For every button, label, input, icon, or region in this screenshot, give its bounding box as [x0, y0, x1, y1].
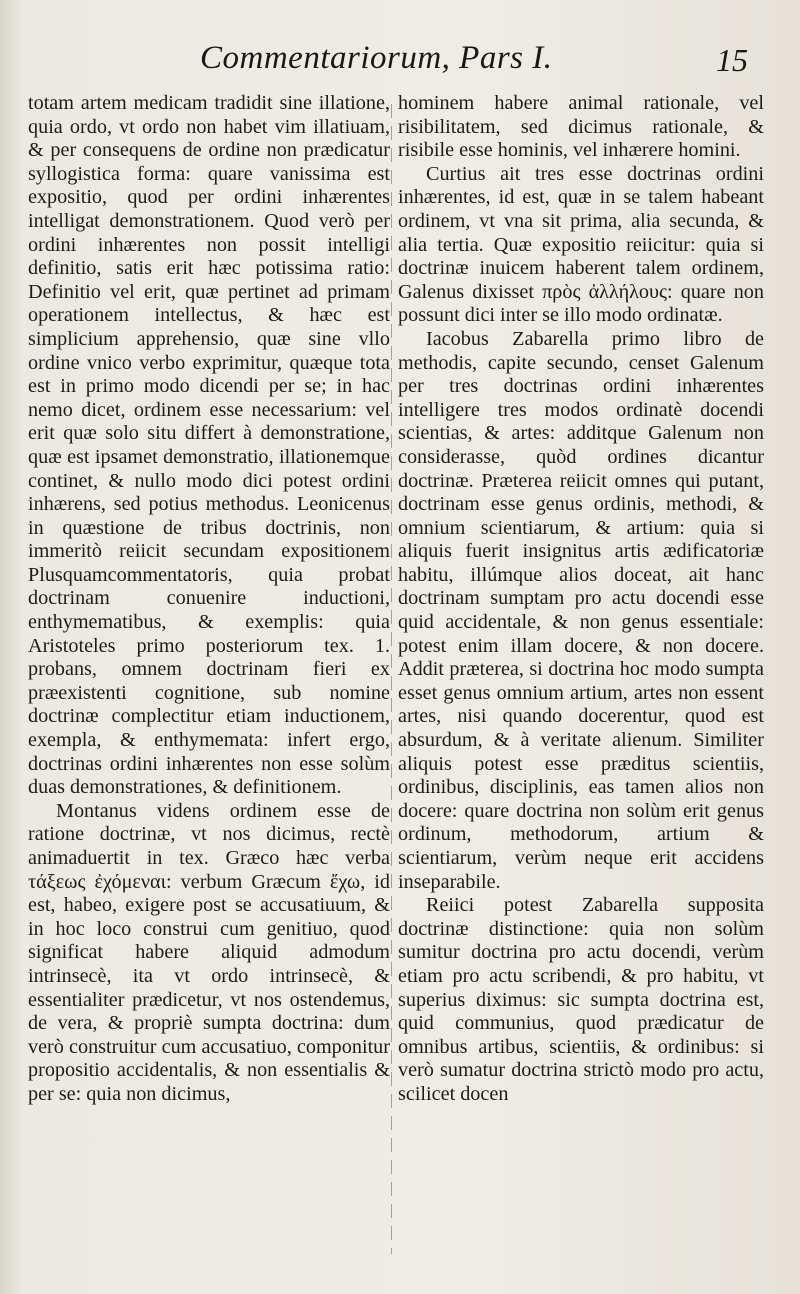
paragraph: Iacobus Zabarella primo libro de methodis, capite secundo, censet Galenum per tres doctrinas ordini inhærentes intelligere tres modos ordinatè docendi scientias, & artes: additque Galenum non considerasse, quòd ordines dicantur doctrinæ. Præterea reiicit omnes qui putant, doctrinam esse genus ordinis, methodi, & omnium scientiarum, & artium: quia si aliquis fuerit insignitus artis ædificatoriæ habitu, illúmque alios doceat, ait hanc doctrinam sumptam pro actu docendi esse quid accidentale, & non genus essentiale: potest enim illam docere, & non docere. Addit præterea, si doctrina hoc modo sumpta esset genus omnium artium, artes non essent artes, nisi quando docerentur, quod est absurdum, & à veritate alienum. Similiter aliquis potest esse præditus scientiis, ordinibus, disciplinis, eas tamen alios non docere: quare doctrina non solùm erit genus ordinum, methodorum, artium & scientiarum, verùm neque erit accidens inseparabile.	[398, 327, 764, 893]
paragraph: hominem habere animal rationale, vel risibilitatem, sed dicimus rationale, & risibile esse hominis, vel inhærere homini.	[398, 92, 764, 162]
running-title: Commentariorum, Pars I.	[200, 40, 553, 76]
paragraph: Reiici potest Zabarella supposita doctrinæ distinctione: quia non solùm sumitur doctrina pro actu docendi, verùm etiam pro actu scribendi, & pro habitu, vt superius diximus: sic sumpta doctrina est, quid communius, quod prædicatur de omnibus artibus, scientiis, & ordinibus: si verò sumatur doctrina strictò modo pro actu, scilicet docen	[398, 894, 764, 1105]
left-column	[28, 92, 390, 1107]
column-divider	[391, 104, 392, 1254]
paragraph: Montanus videns ordinem esse de ratione doctrinæ, vt nos dicimus, rectè animaduertit in tex. Græco hæc verba τάξεως ἐχόμεναι: verbum Græcum ἔχω, id est, habeo, exigere post se accusatiuum, & in hoc loco construi cum genitiuo, quod significat habere aliquid admodum intrinsecè, ita vt ordo intrinsecè, & essentialiter prædicetur, vt nos ostendemus, de vera, & propriè sumpta doctrina: dum verò construitur cum accusatiuo, componitur propositio accidentalis, & non essentialis & per se: quia non dicimus,	[28, 799, 390, 1105]
right-column	[398, 92, 764, 1107]
page-number: 15	[716, 42, 748, 78]
paragraph: totam artem medicam tradidit sine illatione, quia ordo, vt ordo non habet vim illatiuam, & per consequens de ordine non prædicatur syllogistica forma: quare vanissima est expositio, quod per ordini inhærentes intelligat demonstrationem. Quod verò per ordini inhærentes non possit intelligi definitio, satis erit hæc potissima ratio: Definitio vel erit, quæ pertinet ad primam operationem intellectus, & hæc est simplicium apprehensio, quæ sine vllo ordine vnico verbo exprimitur, quæque tota est in primo modo dicendi per se; in hac nemo dicet, ordinem esse necessarium: vel erit quæ solo situ differt à demonstratione, quæ est ipsamet demonstratio, illationemque continet, & nullo modo dici potest ordini inhærens, sed potius methodus. Leonicenus in quæstione de tribus doctrinis, non immeritò reiicit secundam expositionem Plusquamcommentatoris, quia probat doctrinam conuenire inductioni, enthymematibus, & exemplis: quia Aristoteles primo posteriorum tex. 1. probans, omnem doctrinam fieri ex præexistenti cognitione, sub nomine doctrinæ complectitur etiam inductionem, exempla, & enthymemata: infert ergo, doctrinas ordini inhærentes non esse solùm duas demonstrationes, & definitionem.	[28, 92, 390, 799]
paragraph: Curtius ait tres esse doctrinas ordini inhærentes, id est, quæ in se talem habeant ordinem, vt vna sit prima, alia secunda, & alia tertia. Quæ expositio reiicitur: quia si doctrinæ inuicem haberent talem ordinem, Galenus dixisset πρὸς ἀλλήλους: quare non possunt dici inter se illo modo ordinatæ.	[398, 162, 764, 327]
page-header	[0, 36, 800, 96]
